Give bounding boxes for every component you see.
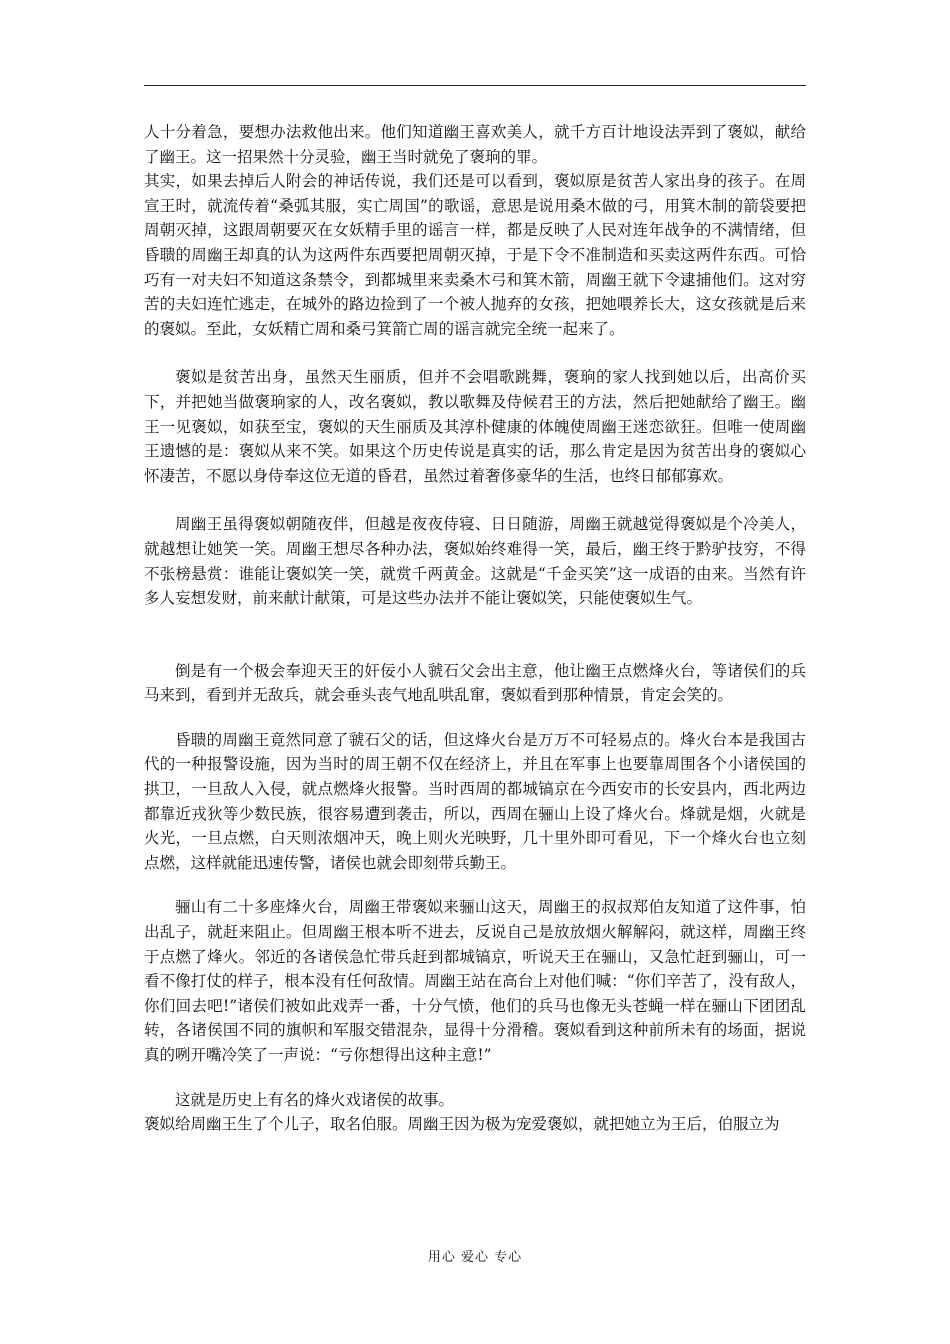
paragraph-gap [144, 1068, 806, 1088]
paragraph-gap [144, 708, 806, 728]
paragraph-2: 其实，如果去掉后人附会的神话传说，我们还是可以看到，褒姒原是贫苦人家出身的孩子。在周宣王时，就流传着“桑弧其服，实亡周国”的歌谣，意思是说用桑木做的弓，用箕木制的箭袋要把周朝灭掉，这跟周朝要灭在女妖精手里的谣言一样，都是反映了人民对连年战争的不满情绪，但昏聩的周幽王却真的认为这两件东西要把周朝灭掉，于是下令不准制造和买卖这两件东西。可恰巧有一对夫妇不知道这条禁令，到都城里来卖桑木弓和箕木箭，周幽王就下令逮捕他们。这对穷苦的夫妇连忙逃走，在城外的路边捡到了一个被人抛弃的女孩，把她喂养长大，这女孩就是后来的褒姒。至此，女妖精亡周和桑弓箕箭亡周的谣言就完全统一起来了。 [144, 172, 806, 338]
paragraph-gap [144, 341, 806, 365]
page-footer: 用心 爱心 专心 [427, 1250, 523, 1265]
document-body [144, 120, 806, 1137]
paragraph-gap [144, 875, 806, 895]
paragraph-8: 这就是历史上有名的烽火戏诸侯的故事。 [175, 1090, 455, 1109]
paragraph-3: 褒姒是贫苦出身，虽然天生丽质，但并不会唱歌跳舞，褒珦的家人找到她以后，出高价买下，并把她当做褒珦家的人，改名褒姒，教以歌舞及侍候君王的方法，然后把她献给了幽王。幽王一见褒姒，如获至宝，褒姒的天生丽质及其淳朴健康的体魄使周幽王迷恋欲狂。但唯一使周幽王遗憾的是：褒姒从来不笑。如果这个历史传说是真实的话，那么肯定是因为贫苦出身的褒姒心怀凄苦，不愿以身侍奉这位无道的昏君，虽然过着奢侈豪华的生活，也终日郁郁寡欢。 [144, 368, 806, 485]
paragraph-4: 周幽王虽得褒姒朝随夜伴，但越是夜夜侍寝、日日随游，周幽王就越觉得褒姒是个冷美人，就越想让她笑一笑。周幽王想尽各种办法，褒姒始终难得一笑，最后，幽王终于黔驴技穷，不得不张榜悬赏：谁能让褒姒笑一笑，就赏千两黄金。这就是“千金买笑”这一成语的由来。当然有许多人妄想发财，前来献计献策，可是这些办法并不能让褒姒笑，只能使褒姒生气。 [144, 515, 806, 608]
paragraph-6: 昏聩的周幽王竟然同意了虢石父的话，但这烽火台是万万不可轻易点的。烽火台本是我国古代的一种报警设施，因为当时的周王朝不仅在经济上，并且在军事上也要靠周围各个小诸侯国的拱卫，一旦敌人入侵，就点燃烽火报警。当时西周的都城镐京在今西安市的长安县内，西北两边都靠近戎狄等少数民族，很容易遭到袭击，所以，西周在骊山上设了烽火台。烽就是烟，火就是火光，一旦点燃，白天则浓烟冲天，晚上则火光映野，几十里外即可看见，下一个烽火台也立刻点燃，这样就能迅速传警，诸侯也就会即刻带兵勤王。 [144, 730, 806, 872]
header-rule [144, 85, 806, 86]
paragraph-gap [144, 611, 806, 659]
paragraph-1: 人十分着急，要想办法救他出来。他们知道幽王喜欢美人，就千方百计地设法弄到了褒姒，献给了幽王。这一招果然十分灵验，幽王当时就免了褒珦的罪。 [144, 123, 806, 166]
paragraph-gap [144, 488, 806, 512]
paragraph-7: 骊山有二十多座烽火台，周幽王带褒姒来骊山这天，周幽王的叔叔郑伯友知道了这件事，怕出乱子，就赶来阻止。但周幽王根本听不进去，反说自己是放放烟火解解闷，就这样，周幽王终于点燃了烽火。邻近的各诸侯急忙带兵赶到都城镐京，听说天王在骊山，又急忙赶到骊山，可一看不像打仗的样子，根本没有任何敌情。周幽王站在高台上对他们喊：“你们辛苦了，没有敌人，你们回去吧!”诸侯们被如此戏弄一番，十分气愤，他们的兵马也像无头苍蝇一样在骊山下团团乱转，各诸侯国不同的旗帜和军服交错混杂，显得十分滑稽。褒姒看到这种前所未有的场面，据说真的咧开嘴冷笑了一声说：“亏你想得出这种主意!” [144, 898, 806, 1064]
paragraph-9: 褒姒给周幽王生了个儿子，取名伯服。周幽王因为极为宠爱褒姒，就把她立为王后，伯服立为 [144, 1115, 780, 1134]
paragraph-5: 倒是有一个极会奉迎天王的奸佞小人虢石父会出主意，他让幽王点燃烽火台，等诸侯们的兵马来到，看到并无敌兵，就会垂头丧气地乱哄乱窜，褒姒看到那种情景，肯定会笑的。 [144, 661, 806, 705]
